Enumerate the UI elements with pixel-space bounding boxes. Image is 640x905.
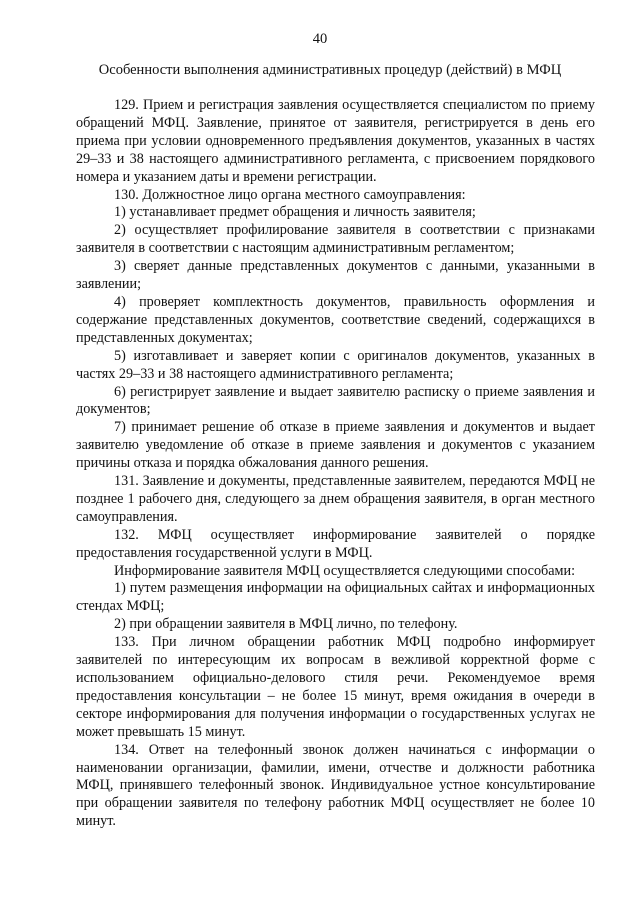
list-item-5: 5) изготавливает и заверяет копии с оригиналов документов, указанных в частях 29–33 и 38 настоящего административного регламента; [76,347,595,382]
document-body [76,97,595,831]
paragraph-133: 133. При личном обращении работник МФЦ подробно информирует заявителей по интересующим их вопросам в вежливой корректной форме с использованием официально-делового стиля речи. Рекомендуемое время предоставления консультации – не более 15 минут, время ожидания в очереди в секторе информирования для получения информации о государственных услугах не может превышать 15 минут. [76,634,595,740]
paragraph-131: 131. Заявление и документы, представленные заявителем, передаются МФЦ не позднее 1 рабочего дня, следующего за днем обращения заявителя, в орган местного самоуправления. [76,473,595,525]
list-item-2: 2) осуществляет профилирование заявителя в соответствии с признаками заявителя в соответствии с настоящим административным регламентом; [76,222,595,257]
paragraph-130: 130. Должностное лицо органа местного самоуправления: [114,186,466,203]
informing-methods-intro: Информирование заявителя МФЦ осуществляется следующими способами: [114,562,576,579]
list-item-4: 4) проверяет комплектность документов, правильность оформления и содержание представленных документов, соответствие сведений, содержащихся в представленных документах; [76,293,595,346]
method-item-1: 1) путем размещения информации на официальных сайтах и информационных стендах МФЦ; [76,580,595,615]
section-title: Особенности выполнения административных процедур (действий) в МФЦ [98,62,562,78]
paragraph-132: 132. МФЦ осуществляет информирование заявителей о порядке предоставления государственной услуги в МФЦ. [76,526,595,561]
paragraph-129: 129. Прием и регистрация заявления осуществляется специалистом по приему обращений МФЦ. Заявление, принятое от заявителя, регистрируется в день его приема при условии одновременного предъявления документов, указанных в частях 29–33 и 38 настоящего административного регламента, с присвоением порядкового номера и указанием даты и времени регистрации. [76,97,595,185]
list-item-1: 1) устанавливает предмет обращения и личность заявителя; [114,204,476,221]
list-item-7: 7) принимает решение об отказе в приеме заявления и документов и выдает заявителю уведомление об отказе в приеме заявления и документов с указанием причины отказа и порядка обжалования данного решения. [76,419,595,472]
list-item-6: 6) регистрирует заявление и выдает заявителю расписку о приеме заявления и документов; [76,383,595,418]
method-item-2: 2) при обращении заявителя в МФЦ лично, по телефону. [114,616,458,633]
page-number: 40 [312,31,328,47]
list-item-3: 3) сверяет данные представленных документов с данными, указанными в заявлении; [76,258,595,293]
paragraph-134: 134. Ответ на телефонный звонок должен начинаться с информации о наименовании организации, фамилии, имени, отчестве и должности работника МФЦ, принявшего телефонный звонок. Индивидуальное устное консультирование при обращении заявителя по телефону работник МФЦ осуществляет не более 10 минут. [76,741,595,830]
